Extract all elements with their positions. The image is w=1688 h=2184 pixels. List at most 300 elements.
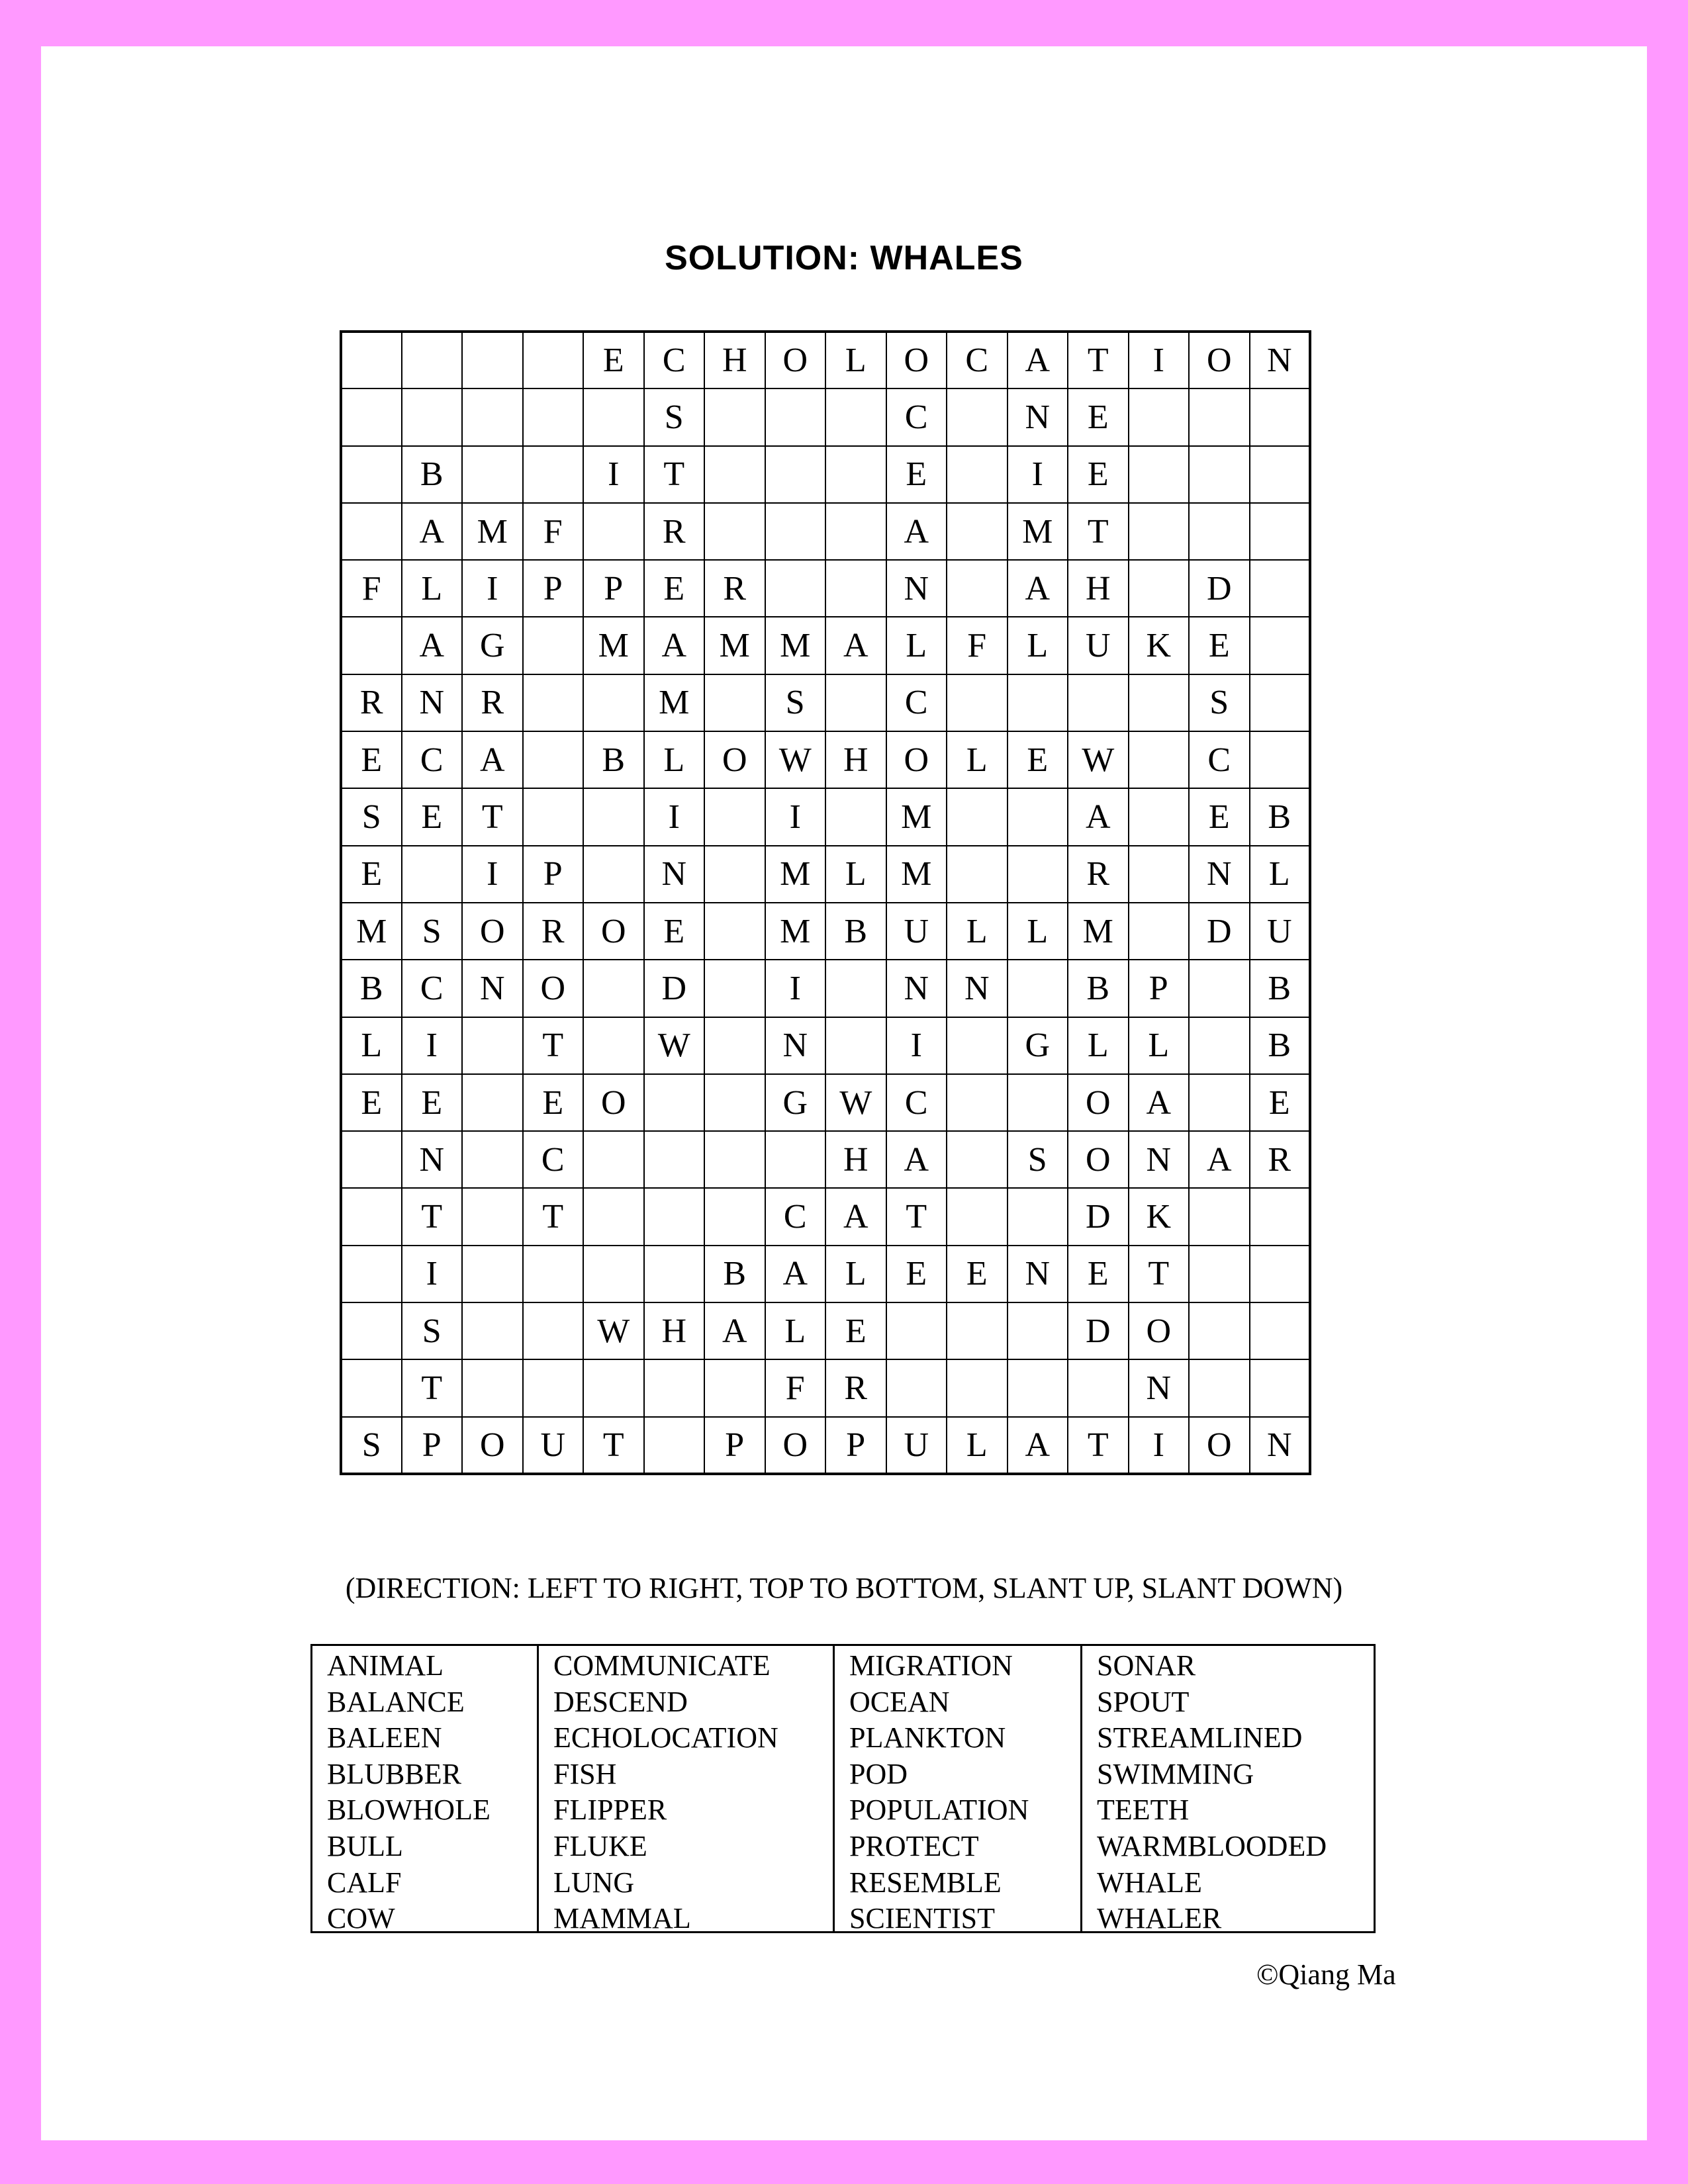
grid-cell: L xyxy=(1008,903,1068,960)
grid-cell: B xyxy=(583,731,644,788)
grid-cell xyxy=(644,1188,705,1245)
grid-cell xyxy=(704,1188,765,1245)
grid-cell xyxy=(462,1188,523,1245)
grid-cell: I xyxy=(1129,1417,1190,1474)
grid-cell xyxy=(644,1131,705,1188)
grid-cell: F xyxy=(947,617,1008,674)
grid-cell xyxy=(825,388,886,445)
grid-cell xyxy=(1189,388,1250,445)
grid-cell: I xyxy=(583,446,644,503)
grid-cell: P xyxy=(704,1417,765,1474)
grid-cell: L xyxy=(1250,846,1311,903)
word-list-column xyxy=(312,1646,537,1935)
word-list-table xyxy=(310,1644,1376,1933)
grid-cell xyxy=(765,560,826,617)
grid-cell xyxy=(644,1359,705,1416)
grid-cell xyxy=(704,1359,765,1416)
grid-cell: U xyxy=(886,903,947,960)
grid-cell: A xyxy=(402,617,463,674)
grid-cell xyxy=(341,446,402,503)
grid-cell xyxy=(1189,1302,1250,1359)
grid-cell xyxy=(704,788,765,845)
grid-row xyxy=(341,1017,1310,1074)
grid-cell: C xyxy=(1189,731,1250,788)
grid-cell: K xyxy=(1129,1188,1190,1245)
grid-cell xyxy=(1250,388,1311,445)
grid-cell: I xyxy=(402,1246,463,1302)
grid-cell: N xyxy=(886,560,947,617)
grid-cell: N xyxy=(402,1131,463,1188)
grid-cell xyxy=(1189,446,1250,503)
grid-cell: W xyxy=(765,731,826,788)
grid-cell xyxy=(644,1417,705,1474)
grid-cell: E xyxy=(1008,731,1068,788)
grid-cell xyxy=(1250,1359,1311,1416)
word-list-item: FLUKE xyxy=(553,1829,647,1862)
grid-cell: M xyxy=(644,674,705,731)
grid-cell xyxy=(583,1131,644,1188)
grid-cell xyxy=(462,332,523,388)
grid-cell xyxy=(583,1359,644,1416)
grid-cell xyxy=(704,903,765,960)
grid-cell xyxy=(1008,846,1068,903)
grid-cell: T xyxy=(523,1017,584,1074)
grid-cell: R xyxy=(825,1359,886,1416)
word-list-item: SWIMMING xyxy=(1097,1757,1254,1790)
grid-cell: L xyxy=(1068,1017,1129,1074)
grid-cell xyxy=(1129,560,1190,617)
grid-cell: K xyxy=(1129,617,1190,674)
grid-cell: O xyxy=(523,960,584,1017)
grid-cell xyxy=(886,1359,947,1416)
grid-cell xyxy=(947,560,1008,617)
grid-cell: A xyxy=(886,1131,947,1188)
grid-cell xyxy=(341,1188,402,1245)
grid-cell: A xyxy=(1008,1417,1068,1474)
grid-cell xyxy=(765,388,826,445)
grid-cell: L xyxy=(886,617,947,674)
grid-cell: E xyxy=(1068,446,1129,503)
word-list-item: COMMUNICATE xyxy=(553,1649,771,1682)
grid-cell: I xyxy=(1129,332,1190,388)
word-list-column xyxy=(833,1646,1080,1935)
grid-cell: P xyxy=(583,560,644,617)
grid-cell: O xyxy=(765,332,826,388)
grid-cell xyxy=(947,1188,1008,1245)
grid-row xyxy=(341,846,1310,903)
grid-cell xyxy=(523,446,584,503)
grid-cell xyxy=(583,960,644,1017)
grid-cell xyxy=(825,503,886,560)
grid-row xyxy=(341,1417,1310,1474)
grid-cell: M xyxy=(886,788,947,845)
grid-cell: U xyxy=(523,1417,584,1474)
grid-cell xyxy=(583,503,644,560)
word-search-grid xyxy=(340,330,1311,1475)
grid-cell: I xyxy=(765,960,826,1017)
grid-cell: M xyxy=(1008,503,1068,560)
grid-cell: E xyxy=(644,560,705,617)
grid-cell: N xyxy=(947,960,1008,1017)
word-list-item: OCEAN xyxy=(849,1685,950,1718)
grid-cell: S xyxy=(644,388,705,445)
grid-cell: C xyxy=(886,388,947,445)
grid-cell: A xyxy=(825,1188,886,1245)
grid-cell xyxy=(825,446,886,503)
grid-cell: E xyxy=(402,788,463,845)
grid-cell: P xyxy=(402,1417,463,1474)
word-list-item: PLANKTON xyxy=(849,1721,1006,1754)
grid-cell: N xyxy=(1008,1246,1068,1302)
grid-cell xyxy=(462,446,523,503)
grid-cell: O xyxy=(1189,332,1250,388)
grid-cell: S xyxy=(341,1417,402,1474)
grid-cell: B xyxy=(341,960,402,1017)
grid-cell xyxy=(1250,1302,1311,1359)
grid-cell: C xyxy=(886,1074,947,1131)
grid-row xyxy=(341,903,1310,960)
word-list-item: RESEMBLE xyxy=(849,1866,1002,1899)
grid-cell: F xyxy=(341,560,402,617)
grid-cell xyxy=(704,1074,765,1131)
grid-cell: U xyxy=(886,1417,947,1474)
grid-cell: D xyxy=(1068,1188,1129,1245)
grid-cell xyxy=(704,960,765,1017)
grid-cell: H xyxy=(1068,560,1129,617)
grid-row xyxy=(341,731,1310,788)
grid-cell: A xyxy=(1008,560,1068,617)
grid-row xyxy=(341,1188,1310,1245)
grid-row xyxy=(341,1302,1310,1359)
grid-cell: D xyxy=(1189,903,1250,960)
grid-cell xyxy=(1129,846,1190,903)
grid-cell: R xyxy=(341,674,402,731)
grid-cell: A xyxy=(1129,1074,1190,1131)
grid-cell: I xyxy=(886,1017,947,1074)
grid-cell: R xyxy=(1250,1131,1311,1188)
grid-row xyxy=(341,1131,1310,1188)
grid-cell: M xyxy=(765,617,826,674)
word-list-column xyxy=(1080,1646,1374,1935)
grid-cell: E xyxy=(583,332,644,388)
grid-cell xyxy=(462,1017,523,1074)
grid-cell: E xyxy=(644,903,705,960)
word-list-item: BLUBBER xyxy=(327,1757,461,1790)
grid-cell: O xyxy=(1068,1074,1129,1131)
grid-cell: L xyxy=(1008,617,1068,674)
grid-cell xyxy=(583,1188,644,1245)
grid-cell xyxy=(704,1017,765,1074)
grid-row xyxy=(341,788,1310,845)
grid-cell: R xyxy=(644,503,705,560)
grid-cell: O xyxy=(462,903,523,960)
grid-cell xyxy=(1189,503,1250,560)
grid-cell xyxy=(825,674,886,731)
grid-cell xyxy=(947,1359,1008,1416)
grid-cell xyxy=(462,1302,523,1359)
grid-cell: D xyxy=(1068,1302,1129,1359)
grid-cell: H xyxy=(825,731,886,788)
grid-cell: P xyxy=(523,846,584,903)
grid-cell: T xyxy=(1068,1417,1129,1474)
grid-cell xyxy=(341,1131,402,1188)
grid-cell xyxy=(1129,503,1190,560)
grid-cell xyxy=(947,1074,1008,1131)
grid-cell: W xyxy=(583,1302,644,1359)
grid-cell: H xyxy=(644,1302,705,1359)
grid-cell: C xyxy=(644,332,705,388)
grid-cell xyxy=(1068,1359,1129,1416)
grid-cell xyxy=(462,388,523,445)
grid-cell: O xyxy=(1068,1131,1129,1188)
grid-cell: A xyxy=(1189,1131,1250,1188)
grid-cell: H xyxy=(825,1131,886,1188)
grid-cell xyxy=(462,1246,523,1302)
word-list-item: WHALE xyxy=(1097,1866,1202,1899)
grid-cell: R xyxy=(523,903,584,960)
grid-cell: O xyxy=(583,1074,644,1131)
grid-cell: A xyxy=(704,1302,765,1359)
grid-cell: E xyxy=(1068,1246,1129,1302)
grid-cell: M xyxy=(462,503,523,560)
grid-cell: T xyxy=(1068,332,1129,388)
grid-cell xyxy=(402,332,463,388)
grid-cell xyxy=(825,960,886,1017)
grid-cell: A xyxy=(402,503,463,560)
word-list-item: TEETH xyxy=(1097,1794,1190,1827)
grid-cell: B xyxy=(402,446,463,503)
grid-cell xyxy=(704,503,765,560)
grid-cell: T xyxy=(1129,1246,1190,1302)
grid-cell xyxy=(644,1246,705,1302)
grid-cell xyxy=(523,388,584,445)
grid-cell xyxy=(1250,617,1311,674)
grid-cell: I xyxy=(462,560,523,617)
grid-cell: I xyxy=(644,788,705,845)
grid-cell xyxy=(947,1131,1008,1188)
grid-cell xyxy=(583,1246,644,1302)
word-list-item: SPOUT xyxy=(1097,1685,1190,1718)
grid-cell: E xyxy=(341,1074,402,1131)
grid-row xyxy=(341,1246,1310,1302)
grid-cell xyxy=(644,1074,705,1131)
grid-cell xyxy=(947,846,1008,903)
grid-cell xyxy=(583,788,644,845)
grid-cell: R xyxy=(1068,846,1129,903)
grid-cell xyxy=(947,674,1008,731)
grid-cell: P xyxy=(523,560,584,617)
grid-cell: E xyxy=(886,446,947,503)
grid-cell xyxy=(341,388,402,445)
grid-cell xyxy=(825,560,886,617)
word-list-item: COW xyxy=(327,1902,395,1935)
grid-cell: N xyxy=(1250,1417,1311,1474)
grid-cell: S xyxy=(1189,674,1250,731)
grid-cell: A xyxy=(1008,332,1068,388)
grid-cell xyxy=(947,1302,1008,1359)
grid-cell: L xyxy=(402,560,463,617)
word-list-item: BULL xyxy=(327,1829,403,1862)
grid-cell: N xyxy=(1129,1359,1190,1416)
grid-cell: O xyxy=(886,332,947,388)
grid-cell: R xyxy=(462,674,523,731)
word-list-item: MAMMAL xyxy=(553,1902,691,1935)
grid-cell: N xyxy=(402,674,463,731)
grid-cell: P xyxy=(1129,960,1190,1017)
word-list-item: WARMBLOODED xyxy=(1097,1829,1327,1862)
grid-cell xyxy=(1129,388,1190,445)
grid-cell xyxy=(402,846,463,903)
grid-cell: T xyxy=(402,1188,463,1245)
grid-cell xyxy=(1189,1359,1250,1416)
grid-cell xyxy=(1008,1188,1068,1245)
grid-cell: F xyxy=(523,503,584,560)
grid-cell xyxy=(704,1131,765,1188)
grid-cell xyxy=(1250,731,1311,788)
grid-cell: T xyxy=(583,1417,644,1474)
grid-cell xyxy=(583,674,644,731)
grid-cell: M xyxy=(341,903,402,960)
grid-cell: U xyxy=(1068,617,1129,674)
grid-cell xyxy=(523,788,584,845)
word-list-item: FLIPPER xyxy=(553,1794,667,1827)
grid-cell: M xyxy=(765,846,826,903)
word-list-item: SONAR xyxy=(1097,1649,1196,1682)
grid-cell: L xyxy=(825,332,886,388)
grid-cell: W xyxy=(825,1074,886,1131)
word-list-item: LUNG xyxy=(553,1866,635,1899)
grid-cell: C xyxy=(523,1131,584,1188)
grid-cell: B xyxy=(825,903,886,960)
grid-row xyxy=(341,446,1310,503)
word-list-item: PROTECT xyxy=(849,1829,979,1862)
grid-cell xyxy=(1008,1302,1068,1359)
grid-cell xyxy=(947,388,1008,445)
grid-row xyxy=(341,332,1310,388)
grid-cell: T xyxy=(523,1188,584,1245)
grid-cell: C xyxy=(765,1188,826,1245)
grid-cell: T xyxy=(644,446,705,503)
grid-cell: L xyxy=(341,1017,402,1074)
grid-cell: E xyxy=(341,846,402,903)
grid-cell: T xyxy=(1068,503,1129,560)
grid-cell: H xyxy=(704,332,765,388)
grid-cell: O xyxy=(1129,1302,1190,1359)
grid-cell xyxy=(1129,903,1190,960)
grid-cell: D xyxy=(1189,560,1250,617)
grid-cell xyxy=(462,1074,523,1131)
grid-cell: N xyxy=(462,960,523,1017)
grid-cell: O xyxy=(886,731,947,788)
grid-cell: N xyxy=(886,960,947,1017)
grid-cell: M xyxy=(583,617,644,674)
grid-cell xyxy=(765,503,826,560)
grid-cell xyxy=(341,1302,402,1359)
grid-cell: O xyxy=(462,1417,523,1474)
grid-cell xyxy=(1189,1074,1250,1131)
copyright-notice: ©Qiang Ma xyxy=(1256,1958,1396,1991)
grid-cell: B xyxy=(1250,788,1311,845)
grid-cell: L xyxy=(947,1417,1008,1474)
grid-cell: S xyxy=(402,903,463,960)
word-list-column xyxy=(537,1646,833,1935)
grid-cell: O xyxy=(583,903,644,960)
grid-cell xyxy=(523,1359,584,1416)
grid-cell xyxy=(704,674,765,731)
grid-cell xyxy=(947,1017,1008,1074)
grid-cell xyxy=(1189,960,1250,1017)
grid-cell xyxy=(1008,960,1068,1017)
grid-cell: N xyxy=(1129,1131,1190,1188)
grid-cell: S xyxy=(765,674,826,731)
grid-cell xyxy=(1250,503,1311,560)
grid-cell: C xyxy=(402,731,463,788)
grid-cell xyxy=(523,731,584,788)
grid-cell: E xyxy=(1189,617,1250,674)
grid-cell: O xyxy=(704,731,765,788)
grid-cell xyxy=(583,846,644,903)
grid-cell: E xyxy=(1068,388,1129,445)
grid-cell xyxy=(1008,1074,1068,1131)
grid-cell: T xyxy=(886,1188,947,1245)
grid-row xyxy=(341,674,1310,731)
grid-cell: W xyxy=(644,1017,705,1074)
grid-cell: M xyxy=(704,617,765,674)
grid-cell xyxy=(704,388,765,445)
grid-cell: A xyxy=(644,617,705,674)
grid-cell: C xyxy=(886,674,947,731)
grid-cell xyxy=(1250,1188,1311,1245)
grid-cell xyxy=(341,1359,402,1416)
grid-cell: W xyxy=(1068,731,1129,788)
grid-cell: I xyxy=(462,846,523,903)
grid-cell: L xyxy=(825,1246,886,1302)
grid-cell: N xyxy=(765,1017,826,1074)
grid-cell: C xyxy=(402,960,463,1017)
grid-row xyxy=(341,1074,1310,1131)
grid-cell: A xyxy=(765,1246,826,1302)
grid-cell xyxy=(1189,1017,1250,1074)
grid-cell xyxy=(583,1017,644,1074)
grid-cell xyxy=(704,846,765,903)
grid-cell: E xyxy=(947,1246,1008,1302)
grid-cell xyxy=(1008,674,1068,731)
grid-cell: B xyxy=(1068,960,1129,1017)
grid-cell: O xyxy=(765,1417,826,1474)
grid-cell: B xyxy=(1250,1017,1311,1074)
word-list-item: BALANCE xyxy=(327,1685,465,1718)
grid-cell xyxy=(462,1359,523,1416)
grid-cell: S xyxy=(341,788,402,845)
grid-row xyxy=(341,560,1310,617)
grid-cell: E xyxy=(886,1246,947,1302)
grid-row xyxy=(341,1359,1310,1416)
grid-cell xyxy=(886,1302,947,1359)
grid-cell xyxy=(947,446,1008,503)
grid-cell: L xyxy=(825,846,886,903)
grid-cell xyxy=(341,617,402,674)
grid-cell: E xyxy=(825,1302,886,1359)
grid-cell: M xyxy=(1068,903,1129,960)
grid-cell: E xyxy=(1250,1074,1311,1131)
grid-cell: A xyxy=(462,731,523,788)
grid-cell xyxy=(402,388,463,445)
word-list-item: ECHOLOCATION xyxy=(553,1721,778,1754)
word-list-item: POPULATION xyxy=(849,1794,1029,1827)
grid-cell xyxy=(462,1131,523,1188)
grid-cell: N xyxy=(1250,332,1311,388)
grid-cell: D xyxy=(644,960,705,1017)
